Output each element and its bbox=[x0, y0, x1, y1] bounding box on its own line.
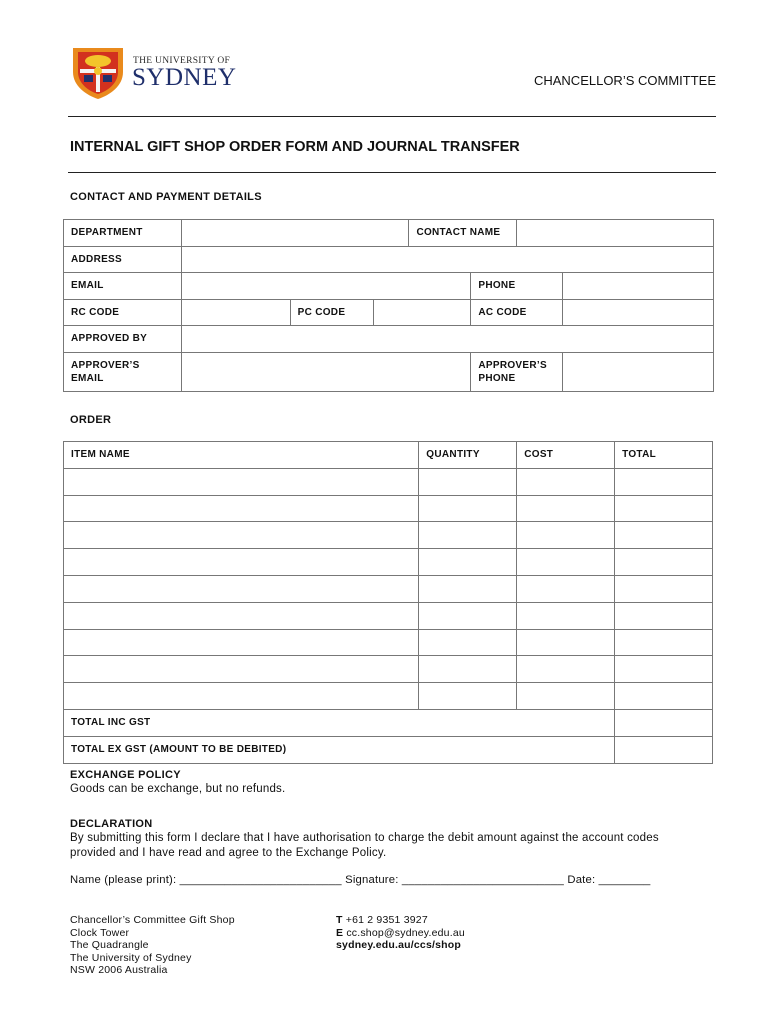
title-divider bbox=[68, 172, 716, 173]
footer-address-line: NSW 2006 Australia bbox=[70, 964, 168, 976]
quantity-cell[interactable] bbox=[419, 683, 517, 710]
item-name-cell[interactable] bbox=[64, 468, 419, 495]
university-name: SYDNEY bbox=[132, 64, 237, 91]
total-cell[interactable] bbox=[615, 575, 713, 602]
email-prefix: E bbox=[336, 926, 344, 939]
footer-contact bbox=[336, 914, 465, 952]
footer-address-line: The Quadrangle bbox=[70, 939, 149, 951]
item-name-cell[interactable] bbox=[64, 549, 419, 576]
footer-web-link[interactable]: sydney.edu.au/ccs/shop bbox=[336, 939, 461, 951]
total-cell[interactable] bbox=[615, 468, 713, 495]
quantity-header: QUANTITY bbox=[419, 442, 517, 469]
cost-cell[interactable] bbox=[517, 522, 615, 549]
address-label: ADDRESS bbox=[64, 246, 182, 273]
quantity-cell[interactable] bbox=[419, 656, 517, 683]
total-cell[interactable] bbox=[615, 629, 713, 656]
cost-cell[interactable] bbox=[517, 602, 615, 629]
cost-header: COST bbox=[517, 442, 615, 469]
table-row bbox=[64, 629, 713, 656]
declaration-line-2: provided and I have read and agree to the Exchange Policy. bbox=[70, 847, 387, 859]
committee-name: CHANCELLOR’S COMMITTEE bbox=[533, 73, 716, 88]
table-row bbox=[64, 656, 713, 683]
cost-cell[interactable] bbox=[517, 575, 615, 602]
phone-field[interactable] bbox=[563, 273, 714, 300]
item-name-header: ITEM NAME bbox=[64, 442, 419, 469]
phone-label: PHONE bbox=[471, 273, 563, 300]
order-section-title: ORDER bbox=[70, 414, 112, 426]
footer-address-line: The University of Sydney bbox=[70, 951, 192, 964]
total-cell[interactable] bbox=[615, 495, 713, 522]
table-row bbox=[64, 683, 713, 710]
quantity-cell[interactable] bbox=[419, 602, 517, 629]
approvers-phone-label-line2: PHONE bbox=[478, 372, 516, 384]
order-header-row bbox=[64, 442, 713, 469]
declaration-title: DECLARATION bbox=[70, 818, 153, 830]
table-row bbox=[64, 495, 713, 522]
contact-name-field[interactable] bbox=[517, 220, 714, 247]
total-inc-gst-label: TOTAL INC GST bbox=[64, 709, 615, 736]
approvers-email-label-line2: EMAIL bbox=[71, 372, 104, 384]
approvers-phone-label-line1: APPROVER’S bbox=[478, 359, 547, 371]
item-name-cell[interactable] bbox=[64, 683, 419, 710]
exchange-policy-text: Goods can be exchange, but no refunds. bbox=[70, 783, 286, 795]
quantity-cell[interactable] bbox=[419, 522, 517, 549]
cost-cell[interactable] bbox=[517, 629, 615, 656]
footer-address bbox=[70, 914, 235, 977]
ac-code-label: AC CODE bbox=[471, 299, 563, 326]
cost-cell[interactable] bbox=[517, 683, 615, 710]
approvers-email-field[interactable] bbox=[181, 352, 470, 391]
item-name-cell[interactable] bbox=[64, 629, 419, 656]
footer-address-line: Chancellor’s Committee Gift Shop bbox=[70, 914, 235, 926]
cost-cell[interactable] bbox=[517, 495, 615, 522]
phone-prefix: T bbox=[336, 914, 343, 926]
email-label: EMAIL bbox=[64, 273, 182, 300]
total-cell[interactable] bbox=[615, 683, 713, 710]
cost-cell[interactable] bbox=[517, 656, 615, 683]
approved-by-field[interactable] bbox=[181, 326, 713, 353]
total-cell[interactable] bbox=[615, 549, 713, 576]
department-field[interactable] bbox=[181, 220, 409, 247]
total-cell[interactable] bbox=[615, 602, 713, 629]
total-inc-gst-field[interactable] bbox=[615, 709, 713, 736]
item-name-cell[interactable] bbox=[64, 522, 419, 549]
email-field[interactable] bbox=[181, 273, 470, 300]
approved-by-label: APPROVED BY bbox=[64, 326, 182, 353]
exchange-policy-title: EXCHANGE POLICY bbox=[70, 769, 181, 781]
contact-name-label: CONTACT NAME bbox=[409, 220, 517, 247]
pc-code-label: PC CODE bbox=[290, 299, 373, 326]
contact-table bbox=[63, 219, 714, 392]
total-header: TOTAL bbox=[615, 442, 713, 469]
phone-number: +61 2 9351 3927 bbox=[345, 914, 428, 926]
total-cell[interactable] bbox=[615, 522, 713, 549]
declaration-line-1: By submitting this form I declare that I have authorisation to charge the debit amount against the account codes bbox=[70, 832, 659, 844]
approvers-phone-label bbox=[471, 352, 563, 391]
quantity-cell[interactable] bbox=[419, 629, 517, 656]
quantity-cell[interactable] bbox=[419, 575, 517, 602]
signature-line[interactable]: Name (please print): _________________________ Signature: _________________________ Date: ________ bbox=[70, 874, 651, 886]
item-name-cell[interactable] bbox=[64, 495, 419, 522]
header-divider bbox=[68, 116, 716, 117]
email-link[interactable]: cc.shop@sydney.edu.au bbox=[346, 926, 465, 939]
table-row bbox=[64, 468, 713, 495]
total-ex-gst-row bbox=[64, 736, 713, 763]
cost-cell[interactable] bbox=[517, 549, 615, 576]
ac-code-field[interactable] bbox=[563, 299, 714, 326]
rc-code-label: RC CODE bbox=[64, 299, 182, 326]
table-row bbox=[64, 522, 713, 549]
rc-code-field[interactable] bbox=[181, 299, 290, 326]
footer-phone bbox=[336, 914, 465, 927]
cost-cell[interactable] bbox=[517, 468, 615, 495]
item-name-cell[interactable] bbox=[64, 656, 419, 683]
footer-address-line: Clock Tower bbox=[70, 926, 130, 939]
page-title: INTERNAL GIFT SHOP ORDER FORM AND JOURNAL TRANSFER bbox=[70, 139, 520, 155]
item-name-cell[interactable] bbox=[64, 575, 419, 602]
table-row bbox=[64, 602, 713, 629]
quantity-cell[interactable] bbox=[419, 468, 517, 495]
quantity-cell[interactable] bbox=[419, 549, 517, 576]
total-cell[interactable] bbox=[615, 656, 713, 683]
table-row bbox=[64, 575, 713, 602]
university-name-small: THE UNIVERSITY OF bbox=[133, 56, 231, 66]
order-table bbox=[63, 441, 713, 764]
table-row bbox=[64, 549, 713, 576]
department-label: DEPARTMENT bbox=[64, 220, 182, 247]
pc-code-field[interactable] bbox=[373, 299, 471, 326]
approvers-email-label-line1: APPROVER’S bbox=[71, 359, 140, 371]
address-field[interactable] bbox=[181, 246, 713, 273]
contact-section-title: CONTACT AND PAYMENT DETAILS bbox=[70, 191, 262, 203]
approvers-phone-field[interactable] bbox=[563, 352, 714, 391]
total-inc-gst-row bbox=[64, 709, 713, 736]
footer-email bbox=[336, 927, 465, 940]
total-ex-gst-label: TOTAL EX GST (AMOUNT TO BE DEBITED) bbox=[64, 736, 615, 763]
approvers-email-label bbox=[64, 352, 182, 391]
item-name-cell[interactable] bbox=[64, 602, 419, 629]
quantity-cell[interactable] bbox=[419, 495, 517, 522]
university-crest-icon bbox=[70, 46, 126, 100]
total-ex-gst-field[interactable] bbox=[615, 736, 713, 763]
